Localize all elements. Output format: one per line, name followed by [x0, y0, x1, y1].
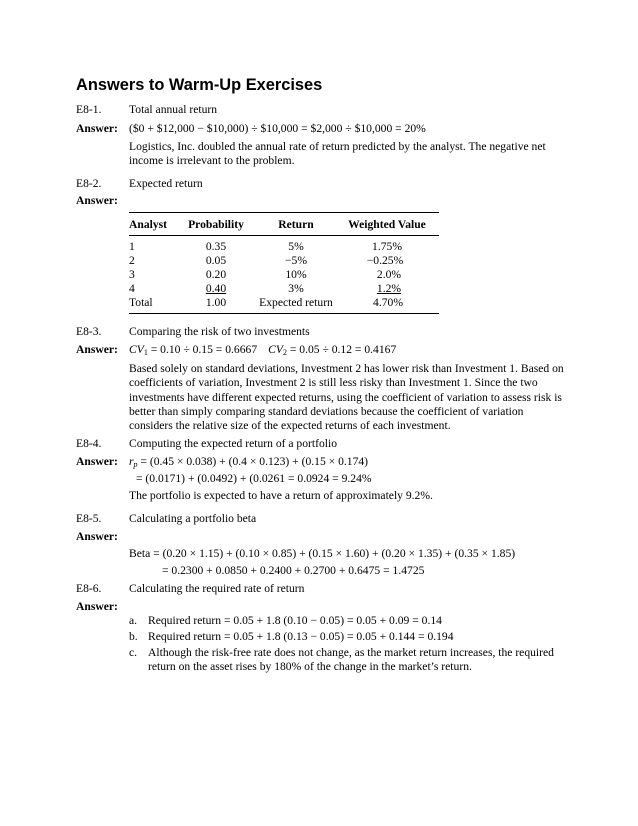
- table-header-cell: Return: [278, 218, 314, 231]
- table-header-cell: Weighted Value: [348, 218, 426, 231]
- exercise-id-e8-2: E8-2.: [76, 177, 102, 190]
- table-header-rule: [129, 235, 439, 236]
- answer-formula-e8-5: Beta = (0.20 × 1.15) + (0.10 × 0.85) + (0.15 × 1.60) + (0.20 × 1.35) + (0.35 × 1.85): [129, 547, 516, 560]
- exercise-id-e8-4: E8-4.: [76, 437, 102, 450]
- answer-label-e8-6: Answer:: [76, 600, 118, 613]
- rp-expression: = (0.45 × 0.038) + (0.4 × 0.123) + (0.15 × 0.174): [137, 455, 369, 468]
- exercise-heading-e8-2: Expected return: [129, 177, 203, 190]
- answer-formula-e8-4: [129, 455, 368, 469]
- table-cell: 10%: [285, 268, 307, 281]
- table-cell: 1.2%: [376, 282, 402, 295]
- page-title: Answers to Warm-Up Exercises: [76, 76, 323, 94]
- table-header-cell: Probability: [188, 218, 244, 231]
- table-cell: 0.05: [205, 254, 227, 267]
- table-cell: 5%: [288, 240, 304, 253]
- cv1-expression: = 0.10 ÷ 0.15 = 0.6667: [147, 343, 258, 356]
- table-cell: Expected return: [259, 296, 333, 309]
- list-item: Required return = 0.05 + 1.8 (0.13 − 0.05) = 0.05 + 0.144 = 0.194: [148, 630, 454, 643]
- exercise-heading-e8-4: Computing the expected return of a portfolio: [129, 437, 337, 450]
- cv2-expression: = 0.05 ÷ 0.12 = 0.4167: [286, 343, 397, 356]
- answer-label-e8-5: Answer:: [76, 530, 118, 543]
- table-cell: 3: [129, 268, 135, 281]
- exercise-id-e8-3: E8-3.: [76, 325, 102, 338]
- answer-formula-e8-3: [129, 343, 396, 357]
- table-cell: Total: [129, 296, 153, 309]
- exercise-id-e8-5: E8-5.: [76, 512, 102, 525]
- table-cell: 4.70%: [373, 296, 403, 309]
- list-item-marker: a.: [129, 614, 138, 627]
- rp-variable: r: [129, 455, 134, 468]
- table-top-rule: [129, 212, 439, 213]
- table-cell: 2: [129, 254, 135, 267]
- exercise-heading-e8-3: Comparing the risk of two investments: [129, 325, 310, 338]
- table-cell: 2.0%: [376, 268, 402, 281]
- answer-paragraph-e8-4: The portfolio is expected to have a return of approximately 9.2%.: [129, 489, 433, 502]
- answer-label-e8-1: Answer:: [76, 122, 118, 135]
- table-cell: 0.20: [205, 268, 227, 281]
- list-item: Although the risk-free rate does not change, as the market return increases, the required return on the asset rises by 180% of the change in the market’s return.: [148, 646, 554, 674]
- answer-label-e8-2: Answer:: [76, 194, 118, 207]
- cv2-subscript: 2: [282, 348, 287, 357]
- table-cell: −0.25%: [366, 254, 404, 267]
- table-cell: 0.40: [205, 282, 227, 295]
- answer-formula-line2-e8-4: = (0.0171) + (0.0492) + (0.0261 = 0.0924 = 9.24%: [136, 472, 372, 485]
- table-cell: 1: [129, 240, 135, 253]
- table-cell: 3%: [288, 282, 304, 295]
- table-header-cell: Analyst: [129, 218, 168, 231]
- answer-formula-e8-1: ($0 + $12,000 − $10,000) ÷ $10,000 = $2,000 ÷ $10,000 = 20%: [129, 122, 426, 135]
- list-item-marker: b.: [129, 630, 138, 643]
- exercise-heading-e8-1: Total annual return: [129, 103, 218, 116]
- answer-formula-line2-e8-5: = 0.2300 + 0.0850 + 0.2400 + 0.2700 + 0.6475 = 1.4725: [162, 564, 425, 577]
- answer-label-e8-3: Answer:: [76, 343, 118, 356]
- exercise-id-e8-6: E8-6.: [76, 582, 102, 595]
- answer-paragraph-e8-1: Logistics, Inc. doubled the annual rate of return predicted by the analyst. The negative net income is irrelevant to the problem.: [129, 140, 546, 168]
- table-cell: 1.00: [205, 296, 227, 309]
- answer-label-e8-4: Answer:: [76, 455, 118, 468]
- cv1-variable: CV: [129, 343, 144, 356]
- rp-subscript: p: [133, 460, 138, 469]
- table-cell: −5%: [285, 254, 307, 267]
- table-cell: 1.75%: [372, 240, 402, 253]
- exercise-id-e8-1: E8-1.: [76, 103, 102, 116]
- table-cell: 0.35: [205, 240, 227, 253]
- table-cell: 4: [129, 282, 135, 295]
- exercise-heading-e8-6: Calculating the required rate of return: [129, 582, 305, 595]
- table-bottom-rule: [129, 313, 439, 314]
- list-item-marker: c.: [129, 646, 138, 659]
- answer-paragraph-e8-3: Based solely on standard deviations, Investment 2 has lower risk than Investment 1. Based on coefficients of variation, Investment 2 is still less risky than Investment 1. Since the two investments have different expected returns, using the coefficient of variation to assess risk is better than simply comparing standard deviations because the coefficient of variation considers the relative size of the expected returns of each investment.: [129, 362, 564, 433]
- cv1-subscript: 1: [143, 348, 148, 357]
- list-item: Required return = 0.05 + 1.8 (0.10 − 0.05) = 0.05 + 0.09 = 0.14: [148, 614, 442, 627]
- cv2-variable: CV: [268, 343, 283, 356]
- exercise-heading-e8-5: Calculating a portfolio beta: [129, 512, 257, 525]
